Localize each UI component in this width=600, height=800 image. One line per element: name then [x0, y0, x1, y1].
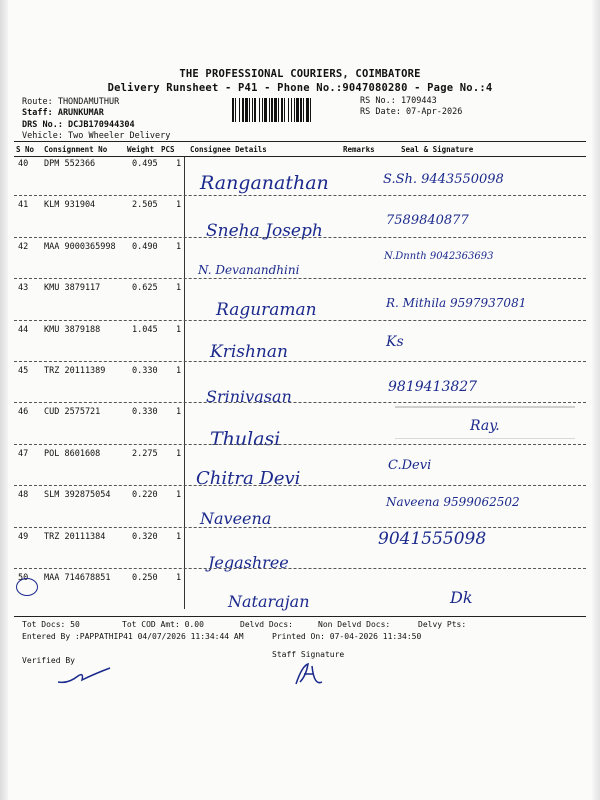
row-pcs: 1: [176, 531, 182, 542]
header-top-rule: [14, 141, 586, 142]
col-weight: Weight: [127, 145, 155, 154]
row-divider: [14, 237, 586, 238]
col-pcs: PCS: [161, 145, 175, 154]
header-bottom-rule: [14, 156, 586, 157]
drs-label: DRS No.: DCJB170944304: [22, 120, 135, 130]
runsheet-title: Delivery Runsheet - P41 - Phone No.:9047080280 - Page No.:4: [107, 82, 493, 94]
row-pcs: 1: [176, 159, 182, 169]
row-seal-signature-handwritten: Ks: [386, 333, 404, 350]
row-seal-signature-handwritten: R. Mithila 9597937081: [386, 296, 527, 311]
row-pcs: 1: [176, 407, 182, 418]
row-sno: 42: [18, 241, 29, 252]
row-weight: 0.320: [132, 531, 158, 542]
row-weight: 2.505: [132, 200, 158, 211]
row-seal-signature-handwritten: Naveena 9599062502: [386, 495, 520, 510]
row-consignment-no: KLM 931904: [44, 200, 96, 211]
row-sno: 44: [18, 324, 29, 335]
row-consignment-no: KMU 3879188: [44, 324, 101, 335]
row-weight: 0.490: [132, 241, 158, 252]
row-divider: [14, 320, 586, 321]
row-consignment-no: MAA 9000365998: [44, 241, 116, 252]
row-weight: 1.045: [132, 324, 158, 335]
row-divider: [14, 195, 586, 196]
row-sno: 45: [18, 366, 29, 376]
row-consignment-no: TRZ 20111389: [44, 366, 106, 376]
row-pcs: 1: [176, 490, 182, 501]
footer-rule: [14, 616, 586, 617]
row-seal-signature-handwritten: C.Devi: [388, 457, 432, 473]
row-pcs: 1: [176, 283, 182, 294]
barcode-bar: [311, 98, 313, 122]
entered-by: Entered By :PAPPATHIP41 04/07/2026 11:34:44 AM: [22, 632, 244, 641]
row-divider: [14, 485, 586, 486]
total-cod: Tot COD Amt: 0.00: [122, 620, 204, 629]
row-weight: 0.495: [132, 159, 158, 169]
row-consignment-no: DPM 552366: [44, 159, 96, 169]
col-consignment: Consignment No: [44, 145, 108, 154]
row-consignee-handwritten: Krishnan: [210, 341, 288, 362]
row-consignee-handwritten: Natarajan: [228, 592, 310, 611]
row-divider: [14, 568, 586, 569]
row-sno: 48: [18, 490, 29, 501]
row-sno: 46: [18, 407, 29, 418]
row-consignee-handwritten: Naveena: [200, 509, 272, 529]
non-delivered-docs: Non Delvd Docs:: [318, 620, 391, 629]
drs-barcode: [232, 98, 356, 122]
row-pcs: 1: [176, 324, 182, 335]
row-consignee-handwritten: N. Devanandhini: [198, 262, 300, 277]
row-consignment-no: CUD 2575721: [44, 407, 101, 418]
printed-on: Printed On: 07-04-2026 11:34:50: [272, 632, 422, 641]
scan-edge-right: [592, 0, 600, 800]
row-sno: 47: [18, 448, 29, 459]
company-title: THE PROFESSIONAL COURIERS, COIMBATORE: [179, 68, 421, 80]
row-consignee-handwritten: Ranganathan: [200, 172, 329, 194]
row-sno: 41: [18, 200, 29, 211]
row-weight: 0.625: [132, 283, 158, 294]
col-sno: S No: [16, 145, 35, 154]
row-consignment-no: SLM 392875054: [44, 490, 111, 501]
col-consignee: Consignee Details: [190, 145, 267, 154]
row-pcs: 1: [176, 366, 182, 376]
row-weight: 0.220: [132, 490, 158, 501]
row-sno: 49: [18, 531, 29, 542]
row-weight: 2.275: [132, 448, 158, 459]
col-remarks: Remarks: [343, 145, 375, 154]
row-weight: 0.330: [132, 407, 158, 418]
row-consignment-no: KMU 3879117: [44, 283, 101, 294]
row-seal-signature-handwritten: 7589840877: [386, 213, 469, 229]
pcs-separator: [184, 157, 185, 609]
row-consignee-handwritten: Srinivasan: [206, 387, 292, 406]
rs-date: RS Date: 07-Apr-2026: [360, 107, 463, 117]
staff-signature-label: Staff Signature: [272, 650, 345, 659]
rs-number: RS No.: 1709443: [360, 96, 437, 106]
row-seal-signature-handwritten: S.Sh. 9443550098: [383, 172, 504, 187]
row-seal-signature-handwritten: 9819413827: [388, 379, 478, 395]
row-sno: 40: [18, 159, 29, 169]
row-consignee-handwritten: Jegashree: [208, 552, 289, 572]
row-pcs: 1: [176, 448, 182, 459]
faded-stamp: [395, 406, 575, 439]
row-consignment-no: POL 8601608: [44, 448, 101, 459]
verified-by-label: Verified By: [22, 656, 75, 665]
row-consignment-no: TRZ 20111384: [44, 531, 106, 542]
total-docs: Tot Docs: 50: [22, 620, 80, 629]
row-consignee-handwritten: Thulasi: [210, 428, 281, 451]
row-consignee-handwritten: Raguraman: [216, 300, 317, 321]
row-divider: [14, 278, 586, 279]
row-sno: 50: [18, 573, 29, 583]
row-weight: 0.330: [132, 366, 158, 376]
row-50-circle-mark: [16, 578, 38, 596]
vehicle-label: Vehicle: Two Wheeler Delivery: [22, 131, 171, 141]
row-pcs: 1: [176, 200, 182, 211]
route-label: Route: THONDAMUTHUR: [22, 97, 120, 107]
row-divider: [14, 361, 586, 362]
row-seal-signature-handwritten: 9041555098: [378, 528, 487, 549]
row-seal-signature-handwritten: Ray.: [470, 418, 500, 435]
row-sno: 43: [18, 283, 29, 294]
col-seal-signature: Seal & Signature: [401, 145, 474, 154]
row-consignee-handwritten: Sneha Joseph: [206, 221, 323, 242]
row-divider: [14, 444, 586, 445]
row-weight: 0.250: [132, 573, 158, 583]
row-divider: [14, 402, 586, 403]
row-consignment-no: MAA 714678851: [44, 573, 111, 583]
staff-label: Staff: ARUNKUMAR: [22, 108, 104, 118]
row-seal-signature-handwritten: Dk: [450, 588, 473, 607]
row-divider: [14, 527, 586, 528]
row-seal-signature-handwritten: N.Dnnth 9042363693: [384, 250, 494, 262]
verified-by-signature: [54, 660, 114, 690]
staff-signature: [292, 660, 328, 690]
row-pcs: 1: [176, 241, 182, 252]
delivery-points: Delvy Pts:: [418, 620, 467, 629]
row-pcs: 1: [176, 573, 182, 583]
scan-edge-left: [0, 0, 8, 800]
delivered-docs: Delvd Docs:: [240, 620, 293, 629]
row-consignee-handwritten: Chitra Devi: [196, 467, 301, 489]
